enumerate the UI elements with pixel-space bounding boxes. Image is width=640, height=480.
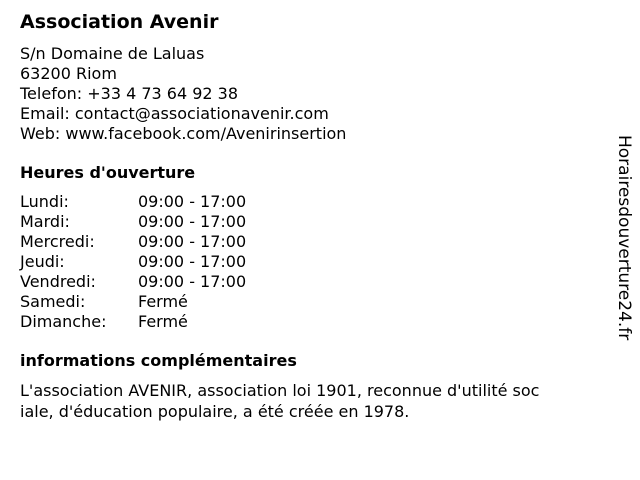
hours-row-wednesday [20,232,580,252]
email-line: Email: contact@associationavenir.com [20,104,329,123]
time-value: 09:00 - 17:00 [138,272,247,291]
day-label: Dimanche: [20,312,107,331]
web-line: Web: www.facebook.com/Avenirinsertion [20,124,347,143]
hours-table [20,192,580,332]
hours-heading: Heures d'ouverture [20,163,196,182]
address-block [20,44,580,144]
business-name: Association Avenir [20,11,219,33]
address-street: S/n Domaine de Laluas [20,44,205,63]
time-value: 09:00 - 17:00 [138,232,247,251]
address-city: 63200 Riom [20,64,117,83]
day-label: Mercredi: [20,232,95,251]
hours-row-sunday [20,312,580,332]
time-value: 09:00 - 17:00 [138,192,247,211]
site-watermark: Horairesdouverture24.fr [614,135,634,341]
info-heading: informations complémentaires [20,351,297,370]
day-label: Vendredi: [20,272,96,291]
info-text: L'association AVENIR, association loi 1901, reconnue d'utilité sociale, d'éducation populaire, a été créée en 1978. [20,381,540,421]
day-label: Jeudi: [20,252,65,271]
day-label: Mardi: [20,212,70,231]
hours-row-thursday [20,252,580,272]
day-label: Samedi: [20,292,86,311]
time-value: Fermé [138,292,188,311]
phone-line: Telefon: +33 4 73 64 92 38 [20,84,239,103]
time-value: 09:00 - 17:00 [138,212,247,231]
hours-row-monday [20,192,580,212]
hours-row-saturday [20,292,580,312]
time-value: 09:00 - 17:00 [138,252,247,271]
hours-row-friday [20,272,580,292]
business-card [20,10,580,422]
hours-row-tuesday [20,212,580,232]
time-value: Fermé [138,312,188,331]
day-label: Lundi: [20,192,69,211]
